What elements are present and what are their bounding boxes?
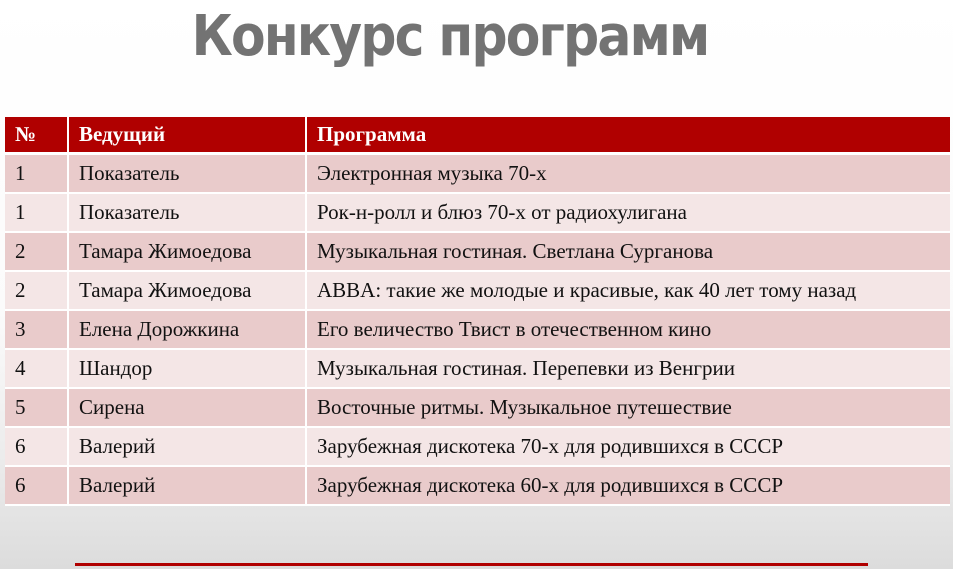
cell-host: Валерий xyxy=(68,427,306,466)
cell-number: 6 xyxy=(5,427,68,466)
table-row xyxy=(5,466,950,505)
table-header-row xyxy=(5,117,950,154)
cell-program: Рок-н-ролл и блюз 70-х от радиохулигана xyxy=(306,193,950,232)
cell-number: 5 xyxy=(5,388,68,427)
header-number: № xyxy=(5,117,68,154)
table-row xyxy=(5,388,950,427)
cell-program: ABBA: такие же молодые и красивые, как 40 лет тому назад xyxy=(306,271,950,310)
cell-number: 2 xyxy=(5,271,68,310)
slide-title: Конкурс программ xyxy=(191,4,709,69)
programs-table xyxy=(5,117,950,506)
cell-host: Показатель xyxy=(68,193,306,232)
table-row xyxy=(5,232,950,271)
table-row xyxy=(5,310,950,349)
cell-program: Зарубежная дискотека 60-х для родившихся в СССР xyxy=(306,466,950,505)
cell-program: Музыкальная гостиная. Светлана Сурганова xyxy=(306,232,950,271)
cell-host: Тамара Жимоедова xyxy=(68,232,306,271)
cell-host: Елена Дорожкина xyxy=(68,310,306,349)
cell-program: Электронная музыка 70-х xyxy=(306,154,950,194)
cell-host: Валерий xyxy=(68,466,306,505)
cell-program: Его величество Твист в отечественном кино xyxy=(306,310,950,349)
cell-program: Зарубежная дискотека 70-х для родившихся в СССР xyxy=(306,427,950,466)
cell-number: 1 xyxy=(5,154,68,194)
cell-host: Сирена xyxy=(68,388,306,427)
table-row xyxy=(5,271,950,310)
cell-program: Восточные ритмы. Музыкальное путешествие xyxy=(306,388,950,427)
table-row xyxy=(5,349,950,388)
table-row xyxy=(5,193,950,232)
header-program: Программа xyxy=(306,117,950,154)
cell-host: Тамара Жимоедова xyxy=(68,271,306,310)
cell-host: Шандор xyxy=(68,349,306,388)
header-host: Ведущий xyxy=(68,117,306,154)
cell-host: Показатель xyxy=(68,154,306,194)
cell-program: Музыкальная гостиная. Перепевки из Венгрии xyxy=(306,349,950,388)
cell-number: 4 xyxy=(5,349,68,388)
cell-number: 2 xyxy=(5,232,68,271)
table-row xyxy=(5,154,950,194)
bottom-divider xyxy=(75,563,868,566)
cell-number: 3 xyxy=(5,310,68,349)
cell-number: 6 xyxy=(5,466,68,505)
cell-number: 1 xyxy=(5,193,68,232)
programs-table-container xyxy=(5,117,950,506)
table-row xyxy=(5,427,950,466)
